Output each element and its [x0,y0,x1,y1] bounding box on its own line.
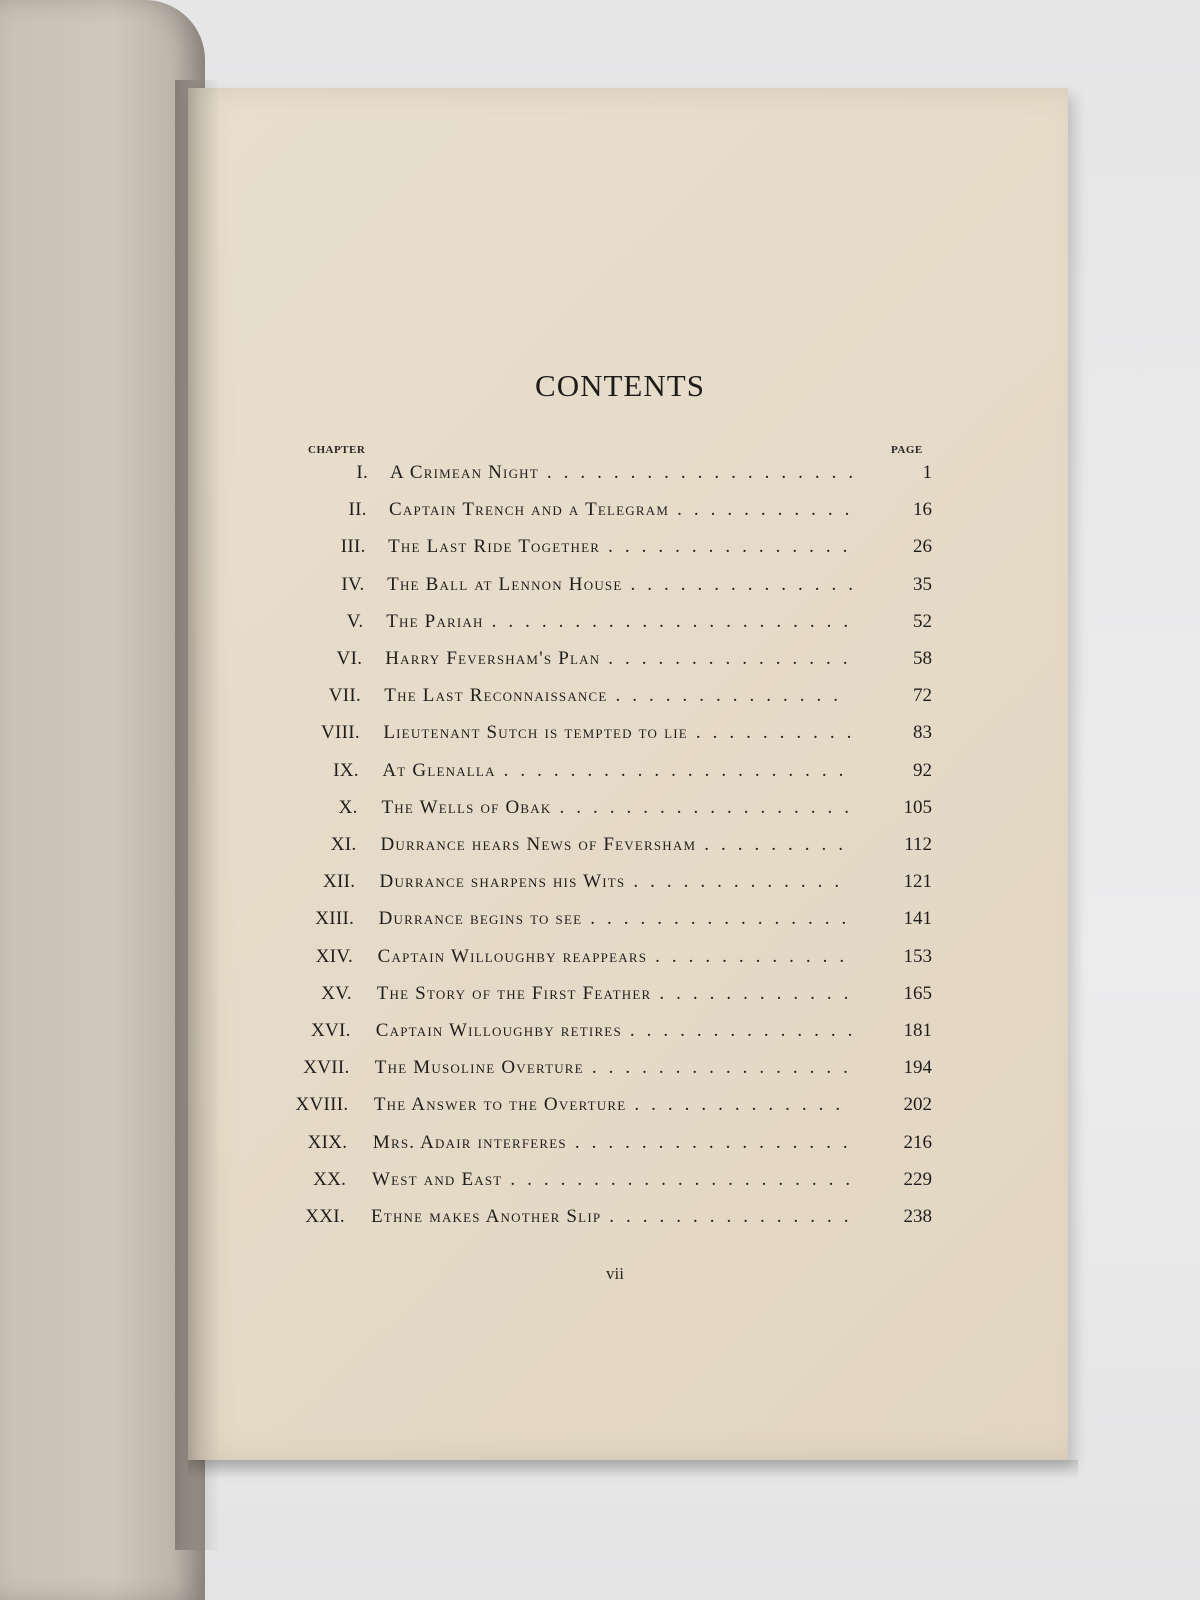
chapter-number: V. [346,610,364,632]
chapter-title: Durrance sharpens his Wits [379,871,626,893]
leader-dots: ............... [609,1206,861,1227]
page-column-header: PAGE [891,444,923,456]
chapter-number: XX. [313,1168,347,1190]
chapter-number: VI. [336,648,363,669]
chapter-title: Captain Willoughby retires [375,1020,622,1041]
toc-entry [0,944,1200,974]
leader-dots: ...................... [491,610,861,632]
toc-entry [0,1092,1200,1122]
toc-entry [0,906,1200,936]
chapter-number: XVII. [303,1057,350,1079]
leader-dots: .............. [615,685,851,707]
toc-entry [0,795,1200,825]
page-number: 92 [913,759,932,781]
chapter-title: Durrance begins to see [378,908,583,930]
chapter-number: IX. [333,759,359,781]
leader-dots: ............. [634,1094,853,1116]
chapter-title: At Glenalla [382,759,496,781]
chapter-title: The Last Ride Together [388,536,601,558]
chapter-title: Mrs. Adair interferes [372,1131,567,1153]
chapter-number: XIX. [307,1131,348,1153]
page-number: 58 [913,648,932,669]
chapter-number: XII. [323,871,356,893]
page-number: 194 [903,1057,932,1079]
chapter-title: A Crimean Night [390,462,539,483]
page-number: 153 [903,945,932,967]
chapter-number: II. [348,499,367,521]
chapter-title: The Story of the First Feather [376,982,652,1004]
chapter-title: Harry Feversham's Plan [385,648,601,669]
leader-dots: .................. [559,796,861,818]
page-number: 229 [903,1168,932,1190]
chapter-title: The Musoline Overture [374,1057,584,1079]
chapter-title: The Wells of Obak [381,796,552,818]
leader-dots: ............ [655,945,857,967]
contents-heading: CONTENTS [535,368,705,403]
chapter-title: The Ball at Lennon House [387,573,623,595]
chapter-title: The Pariah [386,610,484,632]
page-number: 181 [903,1020,932,1041]
leader-dots: ......... [704,834,855,855]
leader-dots: ............. [633,871,852,893]
leader-dots: .............. [630,573,865,595]
leader-dots: ........... [677,499,862,521]
toc-entry [0,534,1200,564]
leader-dots: ................ [590,908,859,930]
leader-dots: ................ [591,1057,860,1079]
toc-entry [0,1130,1200,1160]
page-number: 141 [903,908,932,930]
toc-entry [0,869,1200,899]
toc-entry [0,832,1200,862]
chapter-title: Captain Trench and a Telegram [389,499,670,521]
leader-dots: ................. [574,1131,860,1153]
page-number: 112 [904,834,932,855]
chapter-number: XIV. [315,945,354,967]
page-number: 121 [903,871,932,893]
toc-entry [0,572,1200,602]
chapter-title: The Last Reconnaissance [384,685,608,707]
toc-entry [0,683,1200,713]
page-number: 52 [913,610,932,632]
leader-dots: ..................... [510,1168,863,1190]
chapter-title: Captain Willoughby reappears [377,945,648,967]
page-number: 165 [903,982,932,1004]
page-number: 83 [913,722,932,744]
chapter-number: XVI. [311,1020,351,1041]
toc-entry [0,720,1200,750]
chapter-number: XXI. [305,1206,345,1227]
chapter-title: West and East [371,1168,503,1190]
leader-dots: ..................... [503,759,856,781]
toc-entry [0,1204,1200,1234]
toc-entry [0,497,1200,527]
toc-entry [0,758,1200,788]
chapter-title: The Answer to the Overture [373,1094,627,1116]
toc-entry [0,646,1200,676]
toc-entry [0,460,1200,490]
leader-dots: ............... [608,536,860,558]
chapter-number: XV. [321,982,352,1004]
page-number: 72 [913,685,932,707]
page-number: 202 [903,1094,932,1116]
page-number: 1 [922,462,932,483]
leader-dots: ................... [546,462,866,483]
chapter-number: XIII. [315,908,355,930]
page-number: 105 [903,796,932,818]
page-shadow [188,1460,1078,1478]
chapter-number: IV. [341,573,365,595]
chapter-number: X. [338,796,358,818]
chapter-number: XI. [330,834,357,855]
leader-dots: ............... [608,648,860,669]
page-folio: vii [606,1264,624,1283]
page-number: 238 [903,1206,932,1227]
leader-dots: .......... [695,722,864,744]
toc-entry [0,609,1200,639]
chapter-number: VII. [328,685,362,707]
leader-dots: .............. [629,1020,865,1041]
chapter-number: I. [356,462,368,483]
leader-dots: ............ [659,982,861,1004]
chapter-number: III. [340,536,366,558]
chapter-column-header: CHAPTER [308,444,366,456]
page-number: 16 [913,499,932,521]
chapter-title: Lieutenant Sutch is tempted to lie [383,722,688,744]
toc-entry [0,1055,1200,1085]
page-number: 216 [903,1131,932,1153]
chapter-number: VIII. [321,722,360,744]
chapter-title: Ethne makes Another Slip [371,1206,602,1227]
page-number: 35 [913,573,932,595]
page-number: 26 [913,536,932,558]
toc-entry [0,1018,1200,1048]
chapter-number: XVIII. [295,1094,349,1116]
toc-entry [0,1167,1200,1197]
chapter-title: Durrance hears News of Feversham [380,834,697,855]
toc-entry [0,981,1200,1011]
